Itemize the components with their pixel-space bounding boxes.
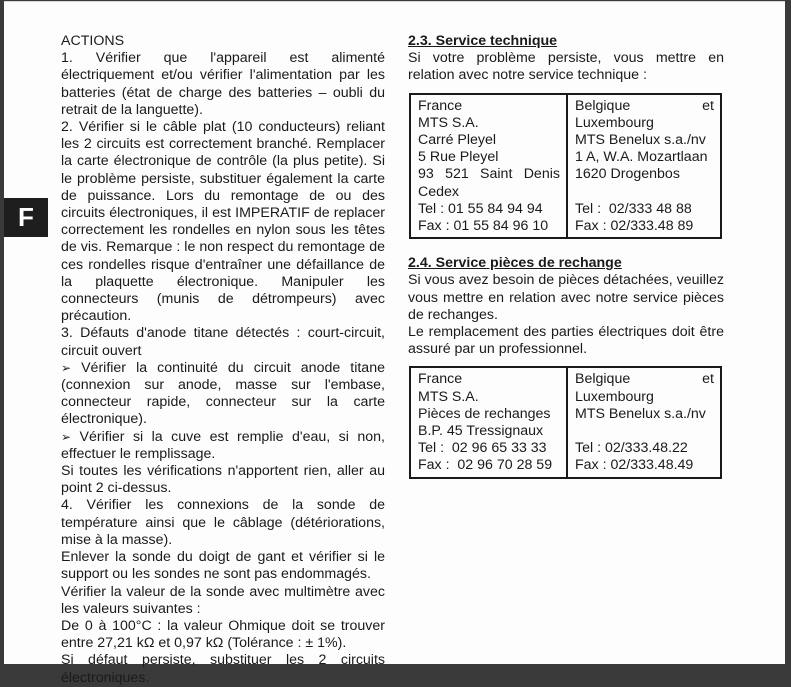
benelux-parts-tel: Tel : 02/333.48.22 <box>575 440 688 457</box>
language-tab-label: F <box>18 202 34 232</box>
left-column <box>61 33 385 687</box>
service-technique-heading: 2.3. Service technique <box>408 33 558 49</box>
arrow-bullet-icon: ➢ <box>61 360 72 375</box>
france-parts-tel: Tel : 02 96 65 33 33 <box>418 440 547 457</box>
france-tel: Tel : 01 55 84 94 94 <box>418 200 543 217</box>
france-parts-cell: France MTS S.A. Pièces de rechanges B.P. 45 Tressignaux Tel : 02 96 65 33 33 Fax : 02 96 70 28 59 <box>410 367 567 477</box>
action-3-bullet-1: ➢ Vérifier la continuité du circuit anode titane (connexion sur anode, masse sur l'embase, connecteur rapide, connecteur sur la carte électronique). <box>61 359 385 428</box>
action-1: 1. Vérifier que l'appareil est alimenté électriquement et/ou vérifier l'alimentation par les batteries (état de charge des batteries – oubli du retrait de la languette). <box>61 50 385 118</box>
benelux-parts-cell: Belgique et Luxembourg MTS Benelux s.a./nv Tel : 02/333.48.22 Fax : 02/333.48.49 <box>575 371 714 474</box>
service-technique-intro: Si votre problème persiste, vous mettre en relation avec notre service technique : <box>408 50 724 84</box>
service-technique-table <box>409 93 722 240</box>
france-contact-cell: France MTS S.A. Carré Pleyel 5 Rue Pleyel 93 521 Saint Denis Cedex Tel : 01 55 84 94 94 Fax : 01 55 84 96 10 <box>410 94 567 239</box>
action-4-ohm-values: De 0 à 100°C : la valeur Ohmique doit se trouver entre 27,21 kΩ et 0,97 kΩ (Tolérance : ± 1%). <box>61 617 385 652</box>
service-pieces-table <box>409 366 722 478</box>
benelux-contact-cell: Belgique et Luxembourg MTS Benelux s.a./nv 1 A, W.A. Mozartlaan 1620 Drogenbos Tel : 02/333 48 88 Fax : 02/333.48 89 <box>575 97 714 235</box>
benelux-fax: Fax : 02/333.48 89 <box>575 218 694 235</box>
benelux-parts-fax: Fax : 02/333.48.49 <box>575 457 694 474</box>
action-3-bullet-2: ➢ Vérifier si la cuve est remplie d'eau, si non, effectuer le remplissage. <box>61 428 385 462</box>
france-fax: Fax : 01 55 84 96 10 <box>418 218 549 235</box>
action-3: 3. Défauts d'anode titane détectés : court-circuit, circuit ouvert <box>61 325 385 359</box>
action-2: 2. Vérifier si le câble plat (10 conducteurs) reliant les 2 circuits est correctement branché. Remplacer la carte électronique de contrôle (la plus petite). Si le problème persiste, substituer également la carte de puissance. Lors du remontage de ou des circuits électroniques, il est IMPERATIF de replacer correctement les rondelles en nylon sous les têtes de vis. Remarque : le non respect du remontage de ces rondelles risque d'entraîner une défaillance de la plaquette électronique. Manipuler les connecteurs (munis de détrompeurs) avec précaution. <box>61 119 385 325</box>
action-3-fallback: Si toutes les vérifications n'apportent rien, aller au point 2 ci-dessus. <box>61 463 385 497</box>
actions-heading: ACTIONS <box>61 33 125 49</box>
action-4: 4. Vérifier les connexions de la sonde de température ainsi que le câblage (détériorations, mise à la masse). <box>61 497 385 548</box>
service-pieces-heading: 2.4. Service pièces de rechange <box>408 255 622 272</box>
action-4-multimeter: Vérifier la valeur de la sonde avec multimètre avec les valeurs suivantes : <box>61 583 385 617</box>
france-parts-fax: Fax : 02 96 70 28 59 <box>418 457 553 474</box>
service-pieces-note: Le remplacement des parties électriques doit être assuré par un professionnel. <box>408 324 724 358</box>
arrow-bullet-icon: ➢ <box>61 429 72 444</box>
benelux-tel: Tel : 02/333 48 88 <box>575 200 692 217</box>
right-column <box>408 33 724 479</box>
france-city-line: 93 521 Saint Denis <box>418 166 560 183</box>
language-tab-badge <box>4 198 48 237</box>
action-4-probe: Enlever la sonde du doigt de gant et vérifier si le support ou les sondes ne sont pas endommagés. <box>61 549 385 583</box>
document-page <box>4 1 785 686</box>
service-pieces-intro: Si vous avez besoin de pièces détachées, veuillez vous mettre en relation avec notre service pièces de rechanges. <box>408 272 724 323</box>
action-4-replace: Si défaut persiste, substituer les 2 circuits électroniques. <box>61 652 385 686</box>
